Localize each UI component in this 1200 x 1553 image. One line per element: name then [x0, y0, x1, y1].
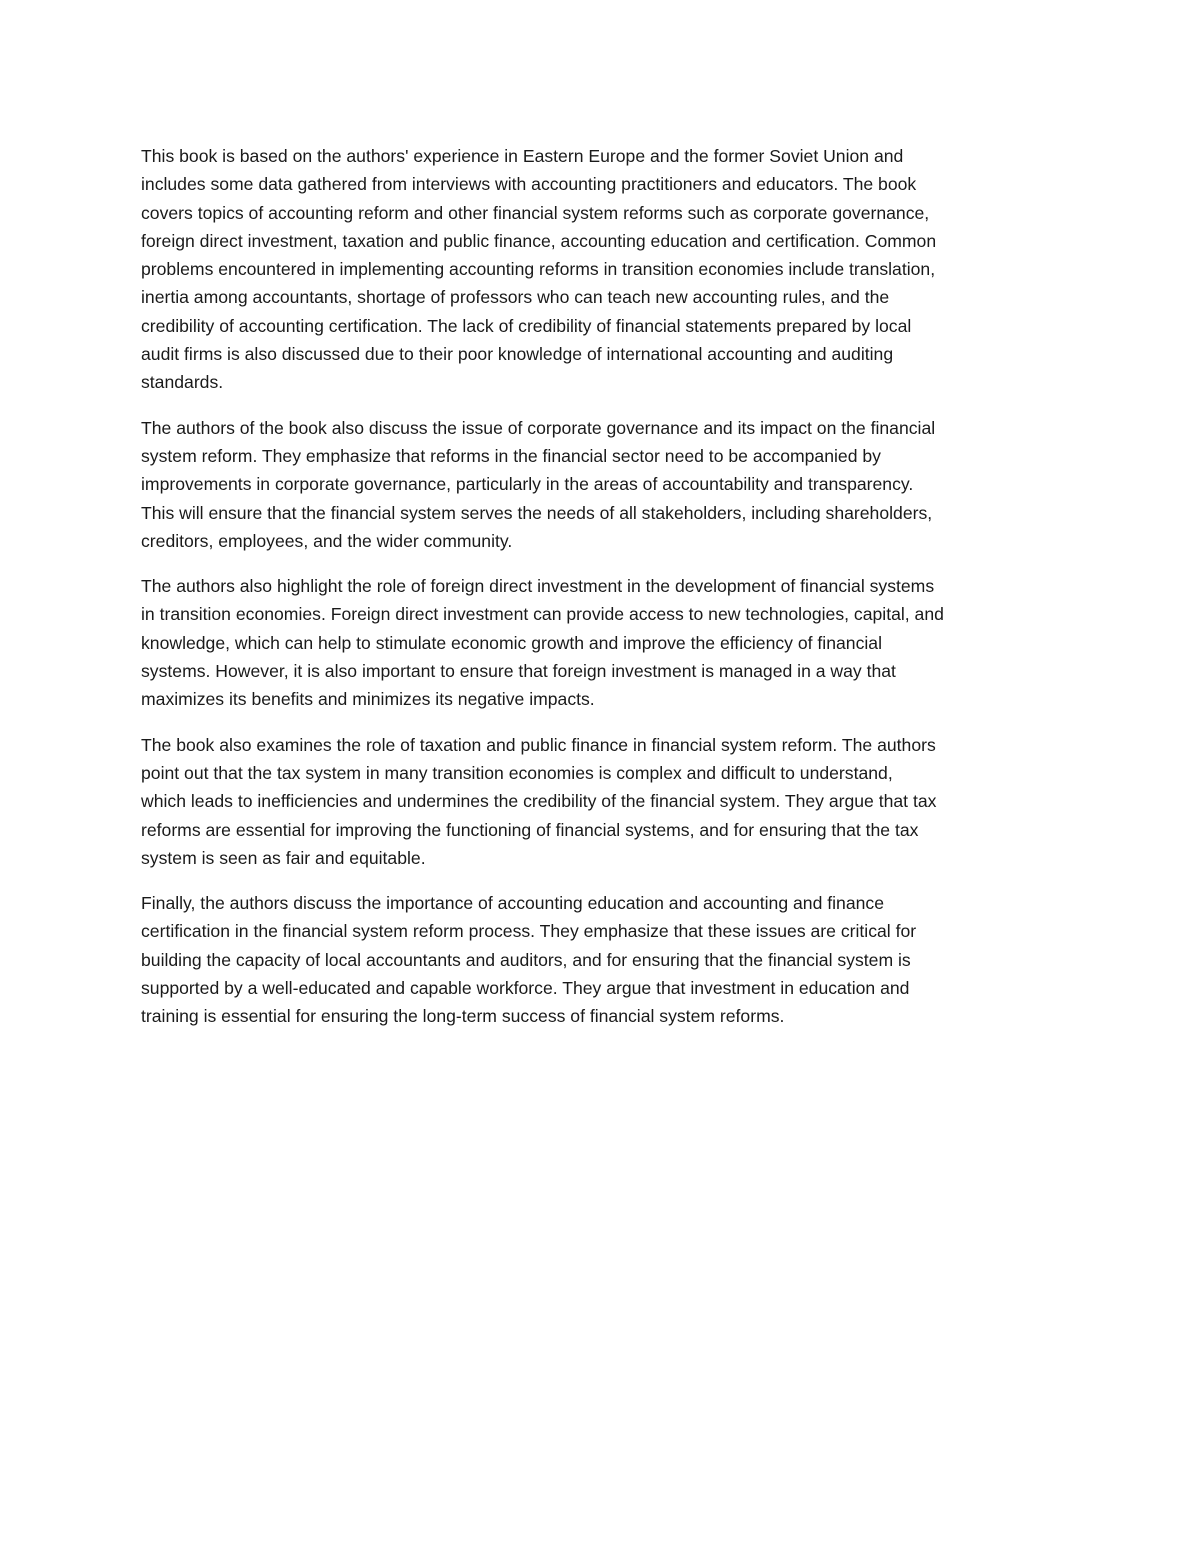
- text-line: The authors of the book also discuss the issue of corporate governance and its impact on the financial: [141, 417, 936, 438]
- text-line: in transition economies. Foreign direct investment can provide access to new technologies, capital, and: [141, 604, 944, 625]
- text-line: system reform. They emphasize that reforms in the financial sector need to be accompanied by: [141, 445, 881, 466]
- text-line: building the capacity of local accountants and auditors, and for ensuring that the financial system is: [141, 949, 911, 970]
- text-line: supported by a well-educated and capable workforce. They argue that investment in education and: [141, 978, 910, 999]
- paragraph-1: [141, 142, 1061, 397]
- text-line: creditors, employees, and the wider community.: [141, 530, 513, 551]
- text-line: inertia among accountants, shortage of professors who can teach new accounting rules, and the: [141, 287, 890, 308]
- text-line: covers topics of accounting reform and other financial system reforms such as corporate governance,: [141, 202, 930, 223]
- text-line: This will ensure that the financial system serves the needs of all stakeholders, including shareholders,: [141, 502, 933, 523]
- paragraph-2: [141, 414, 1061, 555]
- text-line: problems encountered in implementing accounting reforms in transition economies include translation,: [141, 259, 936, 280]
- text-line: improvements in corporate governance, particularly in the areas of accountability and transparency.: [141, 474, 914, 495]
- text-line: system is seen as fair and equitable.: [141, 847, 426, 868]
- text-line: The book also examines the role of taxation and public finance in financial system reform. The authors: [141, 734, 936, 755]
- text-line: foreign direct investment, taxation and public finance, accounting education and certification. Common: [141, 230, 937, 251]
- text-line: The authors also highlight the role of foreign direct investment in the development of financial systems: [141, 576, 935, 597]
- text-line: includes some data gathered from interviews with accounting practitioners and educators. The book: [141, 174, 917, 195]
- text-line: reforms are essential for improving the functioning of financial systems, and for ensuring that the tax: [141, 819, 919, 840]
- text-line: systems. However, it is also important to ensure that foreign investment is managed in a way that: [141, 661, 896, 682]
- text-line: which leads to inefficiencies and undermines the credibility of the financial system. They argue that tax: [141, 791, 937, 812]
- text-line: This book is based on the authors' experience in Eastern Europe and the former Soviet Union and: [141, 146, 904, 166]
- paragraph-5: [141, 889, 1061, 1030]
- text-line: certification in the financial system reform process. They emphasize that these issues are critical for: [141, 921, 917, 942]
- paragraph-4: [141, 731, 1061, 872]
- text-line: audit firms is also discussed due to their poor knowledge of international accounting and auditing: [141, 344, 894, 365]
- text-line: maximizes its benefits and minimizes its negative impacts.: [141, 689, 595, 710]
- text-line: knowledge, which can help to stimulate economic growth and improve the efficiency of financial: [141, 632, 882, 653]
- text-line: standards.: [141, 372, 224, 393]
- document-body: [141, 142, 1061, 1048]
- text-line: point out that the tax system in many transition economies is complex and difficult to understand,: [141, 762, 893, 783]
- text-line: credibility of accounting certification. The lack of credibility of financial statements prepared by local: [141, 315, 912, 336]
- paragraph-3: [141, 572, 1061, 713]
- text-line: Finally, the authors discuss the importance of accounting education and accounting and finance: [141, 893, 884, 914]
- text-line: training is essential for ensuring the long-term success of financial system reforms.: [141, 1006, 785, 1027]
